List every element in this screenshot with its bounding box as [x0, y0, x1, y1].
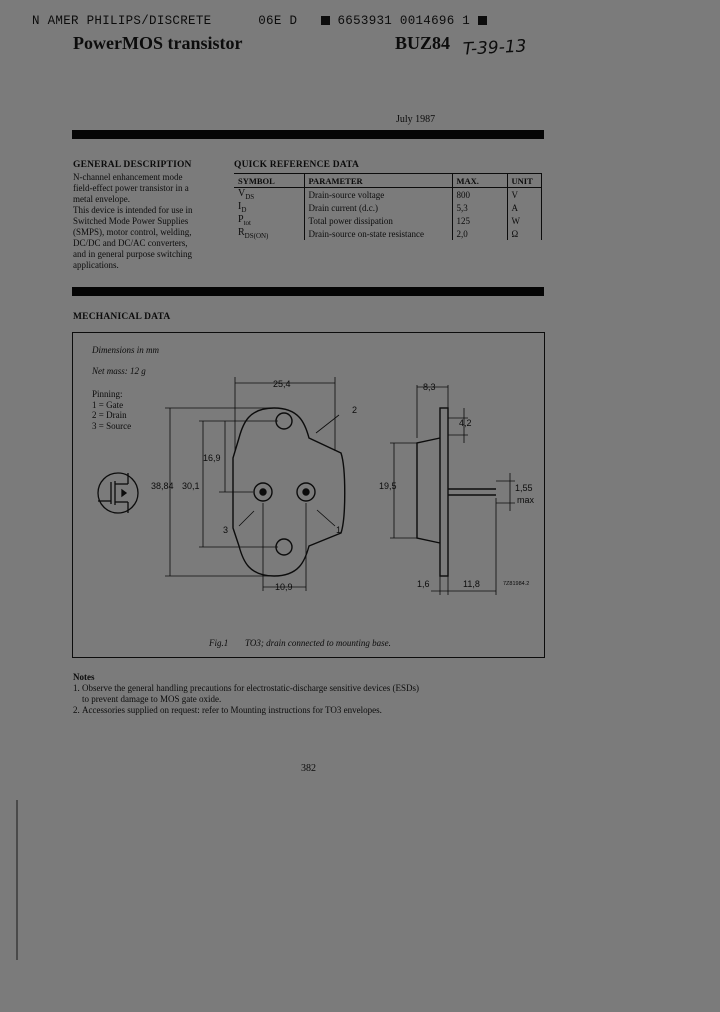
quick-reference-table	[234, 173, 542, 240]
black-block-mark	[321, 16, 330, 25]
notes-heading: Notes	[73, 672, 95, 682]
col-symbol: SYMBOL	[234, 174, 304, 188]
dim-10-9: 10,9	[275, 582, 293, 592]
general-description-text	[73, 172, 223, 271]
max-cell: 125	[452, 214, 507, 227]
dim-25-4: 25,4	[273, 379, 291, 389]
dim-1-6: 1,6	[417, 579, 430, 589]
note-item	[73, 705, 419, 716]
side-dimension-lines	[390, 385, 515, 595]
file-code: 06E D	[258, 14, 298, 28]
symbol-cell: $R_{DS(ON)}$	[238, 227, 269, 240]
dim-8-3: 8,3	[423, 382, 436, 392]
note-text: Accessories supplied on request: refer to Mounting instructions for TO3 envelopes.	[82, 705, 382, 715]
dim-19-5: 19,5	[379, 481, 397, 491]
dim-max: max	[517, 495, 535, 505]
drawing-code: 7Z81984.2	[503, 581, 530, 587]
dim-11-8: 11,8	[463, 579, 480, 589]
note-item	[73, 683, 419, 705]
table-row	[234, 227, 541, 240]
to3-outline-drawing	[73, 333, 546, 659]
desc-line: and in general purpose switching	[73, 249, 192, 259]
note-number: 1.	[73, 683, 80, 693]
black-block-mark-2	[478, 16, 487, 25]
col-parameter: PARAMETER	[304, 174, 452, 188]
desc-line: field-effect power transistor in a	[73, 183, 189, 193]
manufacturer-code: N AMER PHILIPS/DISCRETE	[32, 14, 212, 28]
notes-section	[73, 672, 419, 716]
unit-cell: W	[507, 214, 541, 227]
top-rule	[72, 130, 544, 139]
pin-item: 3 = Source	[92, 420, 132, 431]
handwritten-note: T-39-13	[462, 36, 527, 60]
mechanical-figure	[72, 332, 545, 658]
note-text: Observe the general handling precautions for electrostatic-discharge sensitive devices (ESDs)	[82, 683, 419, 693]
scan-edge-mark	[16, 800, 18, 960]
desc-line: This device is intended for use in	[73, 205, 193, 215]
desc-line: DC/DC and DC/AC converters,	[73, 238, 188, 248]
symbol-cell: $I_D$	[238, 201, 247, 214]
stock-numbers: 6653931 0014696 1	[337, 14, 471, 28]
dimensions-note: Dimensions in mm	[92, 345, 159, 355]
dim-1-55: 1,55	[515, 483, 533, 493]
qrd-heading: QUICK REFERENCE DATA	[234, 160, 360, 170]
middle-rule	[72, 287, 544, 296]
page-title: PowerMOS transistor	[73, 33, 243, 53]
label-2: 2	[352, 405, 358, 415]
unit-cell: V	[507, 188, 541, 202]
max-cell: 2,0	[452, 227, 507, 240]
desc-line: metal envelope.	[73, 194, 130, 204]
label-1: 1	[336, 525, 342, 535]
dim-16-9: 16,9	[203, 453, 221, 463]
dim-38-84: 38,84	[151, 481, 174, 491]
desc-line: (SMPS), motor control, welding,	[73, 227, 192, 237]
net-mass: Net mass: 12 g	[92, 366, 146, 376]
note-text-cont: to prevent damage to MOS gate oxide.	[82, 694, 222, 704]
page-number: 382	[301, 763, 316, 774]
pinning-title: Pinning:	[92, 389, 123, 399]
max-cell: 5,3	[452, 201, 507, 214]
unit-cell: A	[507, 201, 541, 214]
col-unit: UNIT	[507, 174, 541, 188]
issue-date: July 1987	[396, 114, 436, 125]
col-max: MAX.	[452, 174, 507, 188]
type-number: BUZ84	[395, 33, 451, 53]
fig-caption: TO3; drain connected to mounting base.	[245, 638, 391, 648]
desc-line: Switched Mode Power Supplies	[73, 216, 189, 226]
fig-label: Fig.1	[209, 638, 229, 648]
label-3: 3	[223, 525, 229, 535]
to3-side-view	[417, 408, 496, 576]
max-cell: 800	[452, 188, 507, 202]
unit-cell: Ω	[507, 227, 541, 240]
table-row	[234, 214, 541, 227]
desc-line: N-channel enhancement mode	[73, 172, 183, 182]
symbol-cell: $P_{tot}$	[238, 214, 251, 227]
pin-item: 1 = Gate	[92, 399, 124, 410]
parameter-cell: Drain-source voltage	[304, 188, 452, 202]
dim-30-1: 30,1	[182, 481, 200, 491]
table-header-row	[234, 174, 541, 188]
table-row	[234, 188, 541, 202]
parameter-cell: Drain current (d.c.)	[304, 201, 452, 214]
mosfet-symbol-icon	[98, 473, 138, 513]
pin-item: 2 = Drain	[92, 410, 127, 420]
parameter-cell: Total power dissipation	[304, 214, 452, 227]
symbol-cell: $V_{DS}$	[238, 188, 255, 201]
mechanical-data-heading: MECHANICAL DATA	[73, 312, 171, 322]
general-description-heading: GENERAL DESCRIPTION	[73, 160, 192, 170]
parameter-cell: Drain-source on-state resistance	[304, 227, 452, 240]
desc-line: applications.	[73, 260, 119, 270]
table-row	[234, 201, 541, 214]
note-number: 2.	[73, 705, 80, 715]
header-line	[32, 14, 487, 28]
dim-4-2: 4,2	[459, 418, 472, 428]
